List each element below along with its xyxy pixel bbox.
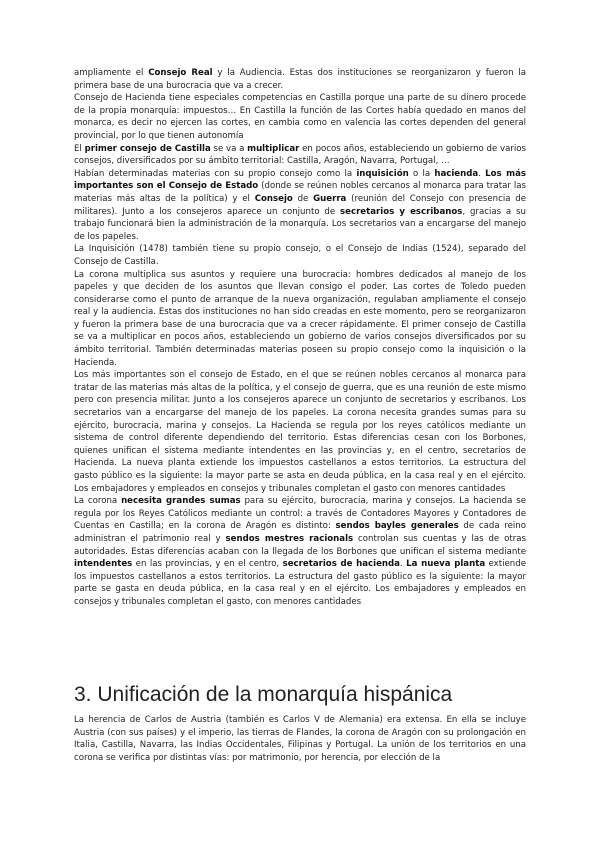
text-run: , gracias a su trabajo funcionará bien la administración de la monarquía. Los secretarios van a encargarse del manejo de los papeles. [74,206,526,242]
bold-text: intendentes [74,559,133,570]
text-run: ampliamente el [74,68,149,78]
text-run: extiende los impuestos castellanos a estos territorios. La estructura del gasto público es la siguiente: la mayor parte se gasta en deuda pública, en la casa real y en el ejército. Los embajadores y empleados en consejos y tribunales completan el gasto, con menores cantidades [74,559,526,607]
bold-text: primer consejo de Castilla [84,143,211,154]
paragraph [74,495,526,608]
section-body [74,714,526,764]
bold-text: secretarios y escribanos [340,206,463,217]
paragraph [74,269,526,370]
bold-text: Consejo de Estado [168,181,259,192]
bold-text: sendos bayles generales [335,521,459,532]
text-run: La corona [74,496,122,507]
bold-text: inquisición [356,168,409,179]
text-run: . [400,559,407,570]
text-run: El [74,143,85,154]
bold-text: hacienda [434,168,479,179]
bold-text: sendos mestres racionals [225,533,354,544]
text-run: . [478,168,486,179]
paragraph [74,92,526,142]
text-run: o la [408,168,435,179]
paragraph-closing: La herencia de Carlos de Austria (también es Carlos V de Alemania) era extensa. En ella se incluye Austria (con sus países) y el imperio, las tierras de Flandes, la corona de Aragón con su prolongación en Italia, Castilla, Navarra, las Indias Occidentales, Filipinas y Portugal. La unión de los territorios en una corona se verifica por distintas vías: por matrimonio, por herencia, por elección de la [74,715,526,763]
text-run: controlan sus cuentas y las de otras autoridades. Estas diferencias acaban con la llegada de los Borbones que unifican el sistema mediante [74,533,526,557]
bold-text: secretarios de hacienda [282,559,400,570]
section-heading: 3. Unificación de la monarquía hispánica [74,683,453,706]
text-run: de cada reino administran el patrimonio real y [74,521,527,544]
bold-text: multiplicar [247,143,300,154]
bold-text: Consejo Real [148,68,213,78]
text-run: de [292,193,314,204]
text-run: Habían determinadas materias con su propio consejo como la [74,168,357,179]
text-run: en las provincias, y en el centro, [132,559,283,570]
text-run: para su ejército, burocracia, marina y consejos. La hacienda se regula por los Reyes Católicos mediante un control: a través de Contadores Mayores y Contadores de Cuentas en Castilla; en la corona de Aragón es distinto: [74,496,526,532]
bold-text: Consejo [254,193,293,204]
bold-text: Los más importantes son el [74,168,527,192]
bold-text: necesita grandes sumas [121,496,241,507]
bold-text: Guerra [313,193,347,204]
text-run: (reunión del Consejo con presencia de militares). Junto a los consejeros aparece un conjunto de [74,193,526,217]
paragraph [74,143,526,168]
text-run: La corona multiplica sus asuntos y requiere una burocracia: hombres dedicados al manejo de los papeles y que deciden de los asuntos que llevan consigo el poder. Las cortes de Toledo pueden considerarse como el punto de arranque de la nueva organización, regulaban ampliamente el consejo real y la audiencia. Estas dos instituciones no han sido creadas en este momento, pero se reorganizaron y fueron la primera base de una burocracia que va a crecer rápidamente. El primer consejo de Castilla se va a multiplicar en pocos años, estableciendo un gobierno de varios consejos diversificados por su ámbito territorial. También determinadas materias poseen su propio consejo como la inquisición o la Hacienda. [74,269,526,368]
document-body [74,67,526,609]
paragraph [74,168,526,244]
text-run: y la Audiencia. Estas dos instituciones se reorganizaron y fueron la primera base de una burocracia que va a crecer. [74,68,526,91]
text-run: en pocos años, estableciendo un gobierno de varios consejos, diversificados por su ámbito territorial: Castilla, Aragón, Navarra, Portugal, … [74,143,526,167]
bold-text: La nueva planta [406,559,486,570]
text-run: La Inquisición (1478) también tiene su propio consejo, o el Consejo de Indias (1524), separado del Consejo de Castilla. [74,244,526,267]
text-run: Consejo de Hacienda tiene especiales competencias en Castilla porque una parte de su dinero procede de la propia monarquía: impuestos… En Castilla la función de las Cortes había quedado en manos del monarca, es decir no ejercen las cortes, en cambia como en valencia las cortes dependen del general provincial, por lo que tienen autonomía [74,93,526,141]
paragraph [74,243,526,268]
text-run: se va a [210,143,248,154]
paragraph [74,67,526,92]
text-run: (donde se reúnen nobles cercanos al monarca para tratar las materias más altas de la política) y el [74,181,526,204]
text-run: Los más importantes son el consejo de Estado, en el que se reúnen nobles cercanos al monarca para tratar de las materias más altas de la política, y el consejo de guerra, que es una reunión de este mismo pero con presencia militar. Junto a los consejeros aparece un conjunto de secretarios y escribanos. Los secretarios van a encargarse del manejo de los papeles. La corona necesita grandes sumas para su ejército, burocracia, marina y consejos. La Hacienda se regula por los reyes católicos mediante un sistema de control diferente dependiendo del territorio. Estas diferencias cesan con los Borbones, quienes unifican el sistema mediante intendentes en las provincias y, en el centro, secretarios de Hacienda. La nueva planta extiende los impuestos castellanos a estos territorios. La estructura del gasto público es la siguiente: la mayor parte se asta en deuda pública, en la casa real y en el ejército. Los embajadores y empleados en consejos y tribunales completan el gasto con menores cantidades [74,370,526,494]
paragraph [74,369,526,495]
